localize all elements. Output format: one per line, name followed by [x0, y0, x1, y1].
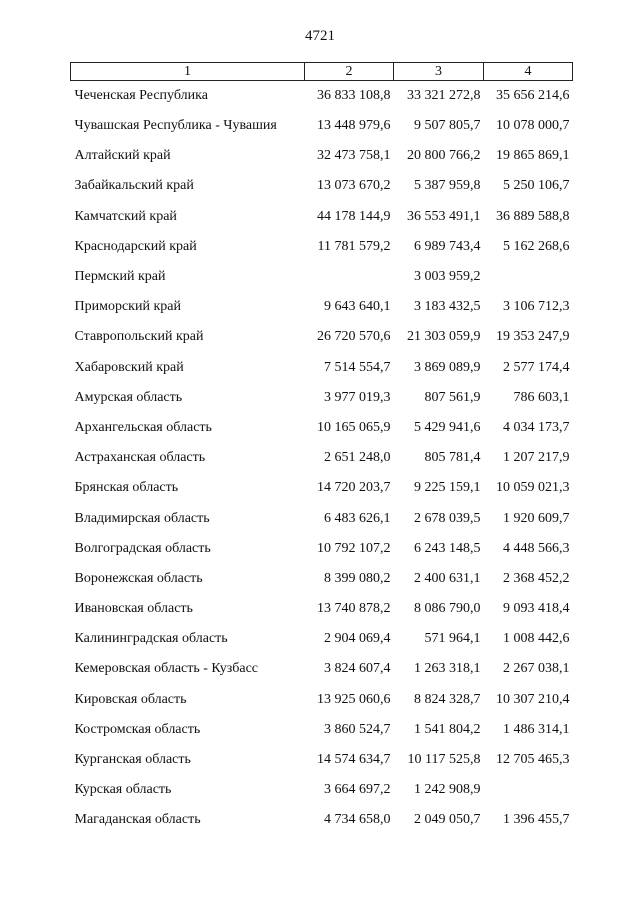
page-number: 4721: [305, 28, 335, 44]
value-cell-col-2: 14 720 203,7: [317, 480, 391, 496]
value-cell-col-3: 6 243 148,5: [414, 540, 481, 556]
value-cell-col-2: 10 792 107,2: [317, 540, 391, 556]
value-cell-col-4: 1 920 609,7: [503, 510, 570, 526]
value-cell-col-2: 4 734 658,0: [324, 812, 391, 828]
column-header-1: 1: [71, 63, 305, 81]
value-cell-col-4: 4 034 173,7: [503, 419, 570, 435]
table-row: [71, 503, 573, 533]
value-cell-col-2: 44 178 144,9: [317, 208, 391, 224]
value-cell-col-3: 33 321 272,8: [407, 88, 481, 103]
table-row: [71, 594, 573, 624]
value-cell-col-4: 1 486 314,1: [503, 721, 570, 737]
region-name-cell: Приморский край: [74, 299, 181, 315]
region-name-cell: Курганская область: [74, 752, 191, 768]
value-cell-col-2: 9 643 640,1: [324, 299, 391, 315]
table-row: [71, 715, 573, 745]
value-cell-col-2: 3 860 524,7: [324, 721, 391, 737]
region-name-cell: Ивановская область: [74, 601, 193, 617]
column-header-3: 3: [394, 63, 484, 81]
value-cell-col-3: 5 429 941,6: [414, 419, 481, 435]
value-cell-col-3: 9 225 159,1: [414, 480, 481, 496]
value-cell-col-3: 9 507 805,7: [414, 118, 481, 134]
value-cell-col-3: 3 183 432,5: [414, 299, 481, 315]
value-cell-col-4: 1 396 455,7: [503, 812, 570, 828]
value-cell-col-4: 10 059 021,3: [496, 480, 570, 496]
value-cell-col-2: 13 925 060,6: [317, 691, 391, 707]
value-cell-col-3: 2 049 050,7: [414, 812, 481, 828]
value-cell-col-2: 10 165 065,9: [317, 419, 391, 435]
table-row: [71, 443, 573, 473]
value-cell-col-3: 571 964,1: [424, 631, 481, 647]
region-name-cell: Краснодарский край: [74, 238, 197, 254]
value-cell-col-3: 3 869 089,9: [414, 359, 481, 375]
region-name-cell: Астраханская область: [74, 450, 206, 466]
region-name-cell: Костромская область: [74, 721, 201, 737]
value-cell-col-2: 6 483 626,1: [324, 510, 391, 526]
value-cell-col-4: 5 250 106,7: [503, 178, 570, 194]
table-row: [71, 232, 573, 262]
value-cell-col-4: 35 656 214,6: [496, 88, 570, 103]
value-cell-col-4: 786 603,1: [513, 389, 570, 405]
region-name-cell: Пермский край: [74, 269, 166, 285]
value-cell-col-3: 1 541 804,2: [414, 721, 481, 737]
value-cell-col-2: 7 514 554,7: [324, 359, 391, 375]
table-row: [71, 292, 573, 322]
value-cell-col-2: 3 824 607,4: [324, 661, 391, 677]
value-cell-col-4: 4 448 566,3: [503, 540, 570, 556]
value-cell-col-3: 807 561,9: [424, 389, 481, 405]
value-cell-col-4: 12 705 465,3: [496, 752, 570, 768]
value-cell-col-4: 10 078 000,7: [496, 118, 570, 134]
table-row: [71, 81, 573, 112]
value-cell-col-3: 2 400 631,1: [414, 570, 481, 586]
value-cell-col-4: 19 865 869,1: [496, 148, 570, 164]
table-row: [71, 685, 573, 715]
value-cell-col-3: 1 263 318,1: [414, 661, 481, 677]
value-cell-col-4: 2 577 174,4: [503, 359, 570, 375]
value-cell-col-2: 8 399 080,2: [324, 570, 391, 586]
value-cell-col-3: 36 553 491,1: [407, 208, 481, 224]
table-row: [71, 775, 573, 805]
value-cell-col-2: 13 740 878,2: [317, 601, 391, 617]
region-name-cell: Воронежская область: [74, 570, 203, 586]
value-cell-col-3: 1 242 908,9: [414, 782, 481, 798]
region-name-cell: Забайкальский край: [74, 178, 194, 194]
region-name-cell: Брянская область: [74, 480, 179, 496]
region-name-cell: Магаданская область: [74, 812, 201, 828]
table-row: [71, 322, 573, 352]
value-cell-col-3: 5 387 959,8: [414, 178, 481, 194]
value-cell-col-2: 2 651 248,0: [324, 450, 391, 466]
region-name-cell: Курская область: [74, 782, 172, 798]
column-header-2: 2: [305, 63, 394, 81]
table-row: [71, 745, 573, 775]
table-row: [71, 805, 573, 835]
value-cell-col-4: 36 889 588,8: [496, 208, 570, 224]
table-row: [71, 171, 573, 201]
value-cell-col-2: 3 664 697,2: [324, 782, 391, 798]
value-cell-col-4: 1 008 442,6: [503, 631, 570, 647]
table-row: [71, 534, 573, 564]
table-row: [71, 413, 573, 443]
region-name-cell: Кировская область: [74, 691, 187, 707]
table-header-row: [71, 63, 573, 81]
region-name-cell: Калининградская область: [74, 631, 228, 647]
region-name-cell: Чеченская Республика: [74, 88, 208, 103]
value-cell-col-2: 26 720 570,6: [317, 329, 391, 345]
column-header-4: 4: [484, 63, 573, 81]
region-name-cell: Волгоградская область: [74, 540, 211, 556]
value-cell-col-2: 13 073 670,2: [317, 178, 391, 194]
value-cell-col-2: 36 833 108,8: [317, 88, 391, 103]
value-cell-col-3: 3 003 959,2: [414, 269, 481, 285]
value-cell-col-3: 2 678 039,5: [414, 510, 481, 526]
region-name-cell: Владимирская область: [74, 510, 210, 526]
value-cell-col-4: 1 207 217,9: [503, 450, 570, 466]
table-row: [71, 564, 573, 594]
value-cell-col-4: [484, 262, 573, 292]
table-row: [71, 141, 573, 171]
value-cell-col-3: 10 117 525,8: [407, 752, 481, 768]
value-cell-col-2: 3 977 019,3: [324, 389, 391, 405]
value-cell-col-4: 5 162 268,6: [503, 238, 570, 254]
value-cell-col-2: 14 574 634,7: [317, 752, 391, 768]
region-name-cell: Амурская область: [74, 389, 183, 405]
value-cell-col-3: 21 303 059,9: [407, 329, 481, 345]
region-name-cell: Чувашская Республика - Чувашия: [74, 118, 277, 134]
table-row: [71, 654, 573, 684]
table-row: [71, 383, 573, 413]
table-row: [71, 624, 573, 654]
region-table: [70, 62, 573, 836]
region-name-cell: Камчатский край: [74, 208, 177, 224]
table-row: [71, 262, 573, 292]
region-name-cell: Ставропольский край: [74, 329, 204, 345]
value-cell-col-3: 20 800 766,2: [407, 148, 481, 164]
value-cell-col-4: 2 267 038,1: [503, 661, 570, 677]
value-cell-col-4: 19 353 247,9: [496, 329, 570, 345]
region-name-cell: Архангельская область: [74, 419, 212, 435]
value-cell-col-2: 32 473 758,1: [317, 148, 391, 164]
value-cell-col-2: [305, 262, 394, 292]
value-cell-col-4: 2 368 452,2: [503, 570, 570, 586]
value-cell-col-4: 10 307 210,4: [496, 691, 570, 707]
value-cell-col-3: 8 086 790,0: [414, 601, 481, 617]
value-cell-col-2: 2 904 069,4: [324, 631, 391, 647]
value-cell-col-4: 9 093 418,4: [503, 601, 570, 617]
value-cell-col-4: [484, 775, 573, 805]
value-cell-col-2: 11 781 579,2: [317, 238, 391, 254]
table-row: [71, 202, 573, 232]
value-cell-col-2: 13 448 979,6: [317, 118, 391, 134]
table-body: [71, 81, 573, 836]
table-row: [71, 473, 573, 503]
table-row: [71, 353, 573, 383]
value-cell-col-4: 3 106 712,3: [503, 299, 570, 315]
region-name-cell: Алтайский край: [74, 148, 171, 164]
region-name-cell: Хабаровский край: [74, 359, 184, 375]
region-name-cell: Кемеровская область - Кузбасс: [74, 661, 259, 677]
table-row: [71, 111, 573, 141]
value-cell-col-3: 805 781,4: [424, 450, 481, 466]
value-cell-col-3: 8 824 328,7: [414, 691, 481, 707]
value-cell-col-3: 6 989 743,4: [414, 238, 481, 254]
